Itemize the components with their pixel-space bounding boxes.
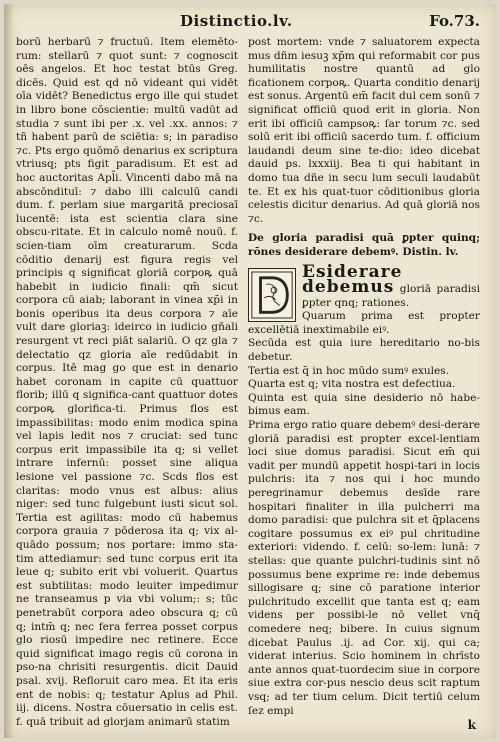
catchword: k [467,718,476,732]
reason-item: Secūda est quia iure hereditario no-bis debetur. [248,337,480,364]
book-page [4,4,496,738]
page-header [4,10,496,32]
right-column [248,36,480,718]
chapter-opening [248,261,481,420]
chapter-opening-rest: gloriā paradisi ꝑpter qnq; rationes. [302,283,481,309]
right-column-body: Prima ergo ratio quare debemꝰ desi-derare gloriā paradisi est propter excel-lentiam loci siue domus paradisi. Sicut em̄ qui vadit per mundū appetit hospi-tari in locis pulchris: ita ⁊ nos qui i hoc mundo peregrinamur debemus desīde rare hospitari finaliter in illa pulcherri ma domo paradisi: que pulchra sit et q̄placens cogitare possumus ex eiꝰ pul chritudine exteriori: videndo. f. celū: so-lem: lunā: ⁊ stellas: que quante pulchri-tudinis sint nō possumus bene exprime re: inde debemus sillogisare q; sine cō paratione interior pulchritudo excellit que tanta est q; eam videns per possibi-le nō vellet vnq̄ comedere neq; bibere. In cuius signum dicebat Paulus .ij. ad Cor. xij. qui ca; viderat interius. Scio hominem in chrīsto ante annos quat-tuordecim siue in corpore siue extra cor-pus nescio deus scit raptum vsq; ad ter tium celum. Dicit tertiū celum ſez empi [248,419,480,717]
reason-item: Quinta est quia sine desiderio nō habe-bimus eam. [248,391,480,418]
folio-number: Fo.73. [429,12,480,30]
decorated-initial-icon [248,268,296,322]
running-head: Distinctio.lv. [180,12,293,30]
chapter-rubric: De gloria paradisi quā ꝑpter quinq; rōnes desiderare debemꝰ. Distin. lv. [248,232,480,258]
reason-item: Quarum prima est propter excellētiā inextimabile eiꝰ. [248,310,480,336]
chapter-opening-lead: Esiderare debemus [302,261,403,298]
right-column-intro: post mortem: vnde ⁊ saluatorem expecta mus dñm iesuꝫ xp̄m qui reformabit cor pus humilitatis nostre quantū ad glo ficationem corpoꝶ. Quarta conditio denarij est sonus. Argentū em̄ facit dul cem sonū ⁊ significat officiū quod erit in gloria. Non erit ibi officiū campsoꝶ: ſar torum ⁊c. sed solū erit ibi officiū sacerdo tum. f. officium laudandi deum sine te-dio: ideo dicebat dauid ps. lxxxiij. Bea ti qui habitant in domo tua dñe in secu lum seculi laudabūt te. Et ex his quat-tuor cōditionibus gloria celestis dicitur denarius. Ad quā gloriā nos ⁊c. [248,36,480,225]
gutter-shadow [4,4,14,738]
left-column [16,36,238,729]
reason-item: Quarta est q; vita nostra est defectiua. [248,378,456,391]
left-column-text: borū herbarū ⁊ fructuū. Item elemēto-rum: stellarū ⁊ quot sunt: ⁊ cognoscit oēs angelos. Et hoc testat btūs Greg. dicēs. Quid est qd nō videant qui vidēt oīa vidēt? Benedictus ergo ille qui studet in libro bone cōscientie: multū vadūt ad studia ⁊ sunt ibi per .x. vel .xx. annos: ⁊ tñ habent parū de sciētia: s; in paradiso ⁊c. Pts ergo quōmō denarius ex scriptura vtriusq; pts figit paradisum. Et est ad hoc auctoritas Apl̄i. Vincenti dabo mā na abscōndituī: ⁊ dabo illi calculū candi dum. f. perlam siue margaritā preciosaī lucentē: ista est scientia clara sine obscu-ritate. Et in calculo nomē nouū. f. scien-tiam oīm creaturarum. Scda cōditio denarij est figura regis vel principis q significat gloriā corpoꝶ quā habebit in iudicio finali: qm̄ sicut corpora cū aiab; laborant in vinea xp̄i in bonis operibus ita deus corpora ⁊ aīe vult dare gloriaꝫ: ideirco in iudicio gñali resurgent vt reci piāt salariū. O qz gla ⁊ delectatio qz gloria aīe redūdabit in corpus. Itē mag go que est in denario habet coronam in capite cū quattuor florib; illū q significa-cant quattuor dotes corpoꝶ glorifica-ti. Primus flos est impassibilitas: modo enim modica spina vel lapis ledit nos ⁊ cruciat: sed tunc corpus erit impassibile ita q; si vellet intrare infernū: posset sine aliqua lesione vel passione ⁊c. Scds flos est claritas: modo vnus est albus: alius niger: sed tunc fulgebunt iusti sicut sol. Tertia est agilitas: modo cū habemus corpora grauia ⁊ pōderosa ita q; vix al-quādo possum; nos portare: immo sta-tim attediamur: sed tunc corpus erit ita leue q; subito erit vbi voluerit. Quartus est subtilitas: modo leuiter impedimur ne transeamus p via vbi volum;: s; tūc penetrabūt corpora adeo obscura q; cū q; intm̄ q; nec fera ferrea posset corpus glo riosū impedire nec retinere. Ecce quid significat imago regis cū corona in pso-na chrisiti resurgentis. dicit Dauid psal. xvij. Refloruit caro mea. Et ita eris ent de nobis: q; testatur Aplus ad Phil. iij. dicens. Nostra cōuersatio in celis est. f. quā tribuit ad glorjam animarū statim [16,36,238,728]
reasons-list [248,310,480,419]
reason-item: Tertia est q̄ in hoc mūdo sumꝰ exules. [248,364,450,377]
